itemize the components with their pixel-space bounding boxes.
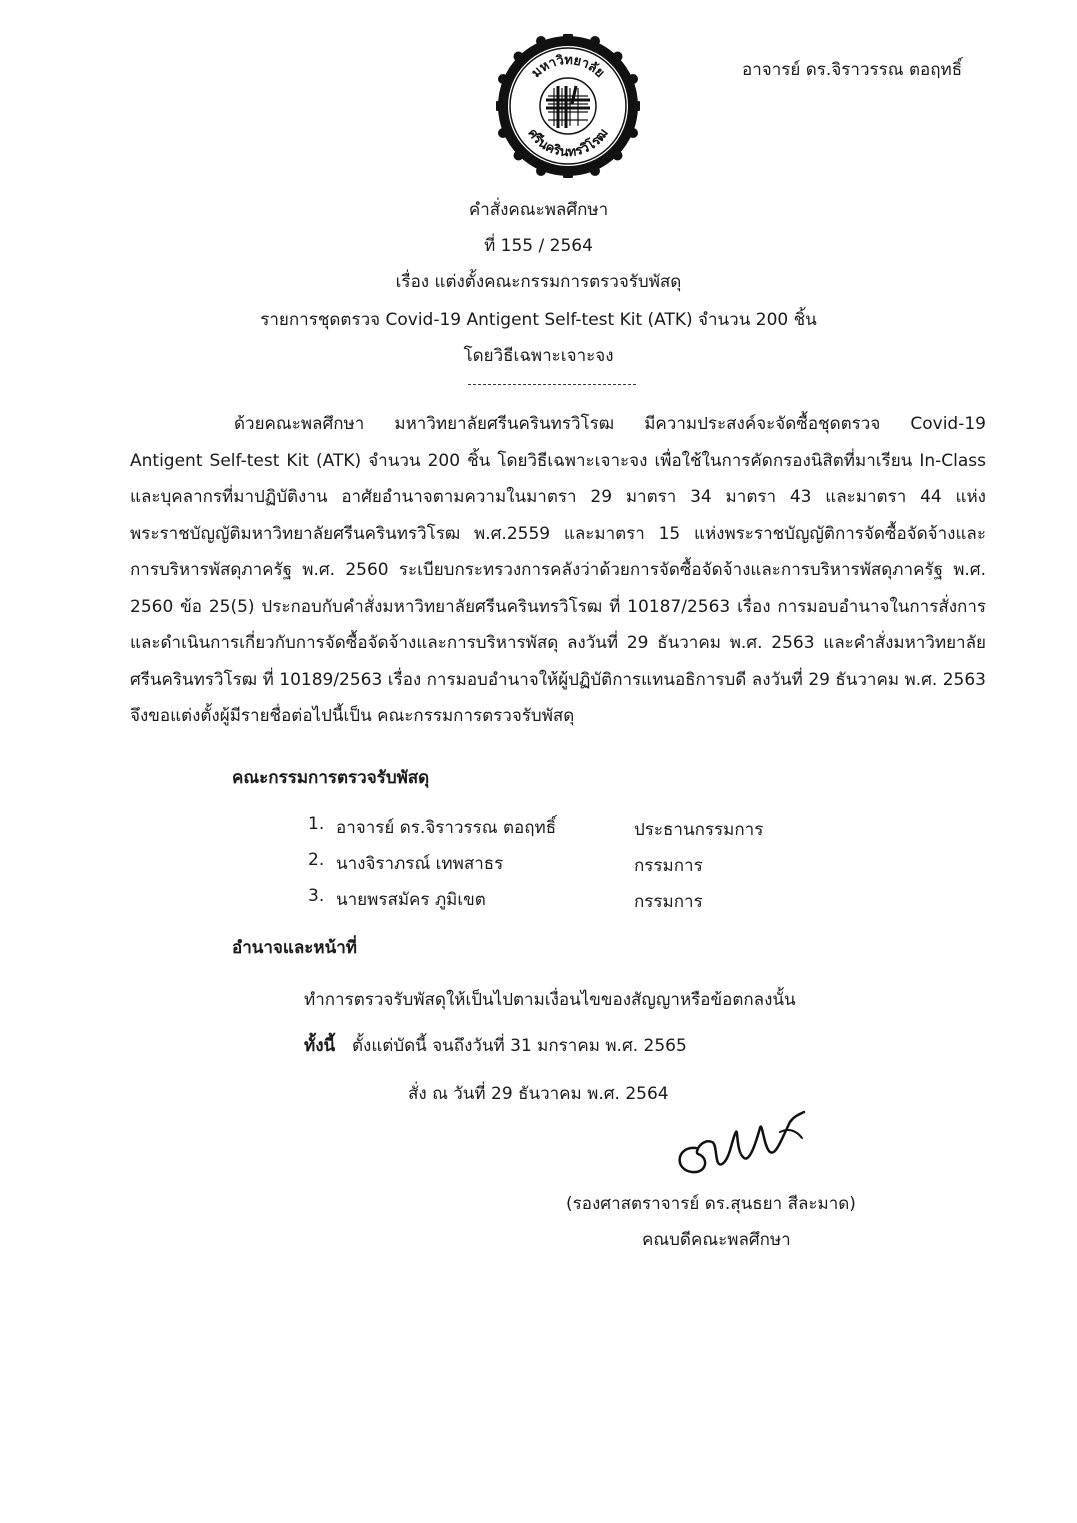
order-item: รายการชุดตรวจ Covid-19 Antigent Self-test Kit (ATK) จำนวน 200 ชิ้น	[260, 310, 817, 330]
body-line: 2560 ข้อ 25(5) ประกอบกับคำสั่งมหาวิทยาลัยศรีนครินทรวิโรฒ ที่ 10187/2563 เรื่อง การมอบอำนาจในการสั่งการ	[130, 596, 986, 617]
body-line: ด้วยคณะพลศึกษา มหาวิทยาลัยศรีนครินทรวิโรฒ มีความประสงค์จะจัดซื้อชุดตรวจ Covid-19	[234, 414, 986, 434]
body-line: พระราชบัญญัติมหาวิทยาลัยศรีนครินทรวิโรฒ พ.ศ.2559 และมาตรา 15 แห่งพระราชบัญญัติการจัดซื้อจัดจ้างและ	[130, 523, 986, 544]
corner-name: อาจารย์ ดร.จิราวรรณ ตอฤทธิ์	[742, 60, 963, 80]
member-name: นางจิราภรณ์ เทพสาธร	[336, 854, 504, 874]
body-paragraph	[130, 406, 986, 735]
seal-lower-text: ศรีนครินทรวิโรฒ	[524, 126, 612, 161]
body-line: จึงขอแต่งตั้งผู้มีรายชื่อต่อไปนี้เป็น คณะกรรมการตรวจรับพัสดุ	[130, 706, 575, 726]
body-line: Antigent Self-test Kit (ATK) จำนวน 200 ชิ้น โดยวิธีเฉพาะเจาะจง เพื่อใช้ในการคัดกรองนิสิตที่มาเรียน In-Class	[130, 450, 986, 471]
order-title: คำสั่งคณะพลศึกษา	[468, 200, 609, 220]
signing-date: สั่ง ณ วันที่ 29 ธันวาคม พ.ศ. 2564	[408, 1084, 669, 1104]
order-subject: เรื่อง แต่งตั้งคณะกรรมการตรวจรับพัสดุ	[395, 272, 682, 292]
order-number: ที่ 155 / 2564	[484, 236, 593, 256]
university-seal-logo	[496, 34, 640, 178]
signer-name: (รองศาสตราจารย์ ดร.สุนธยา สีละมาด)	[566, 1194, 856, 1214]
body-line: การบริหารพัสดุภาครัฐ พ.ศ. 2560 ระเบียบกระทรวงการคลังว่าด้วยการจัดซื้อจัดจ้างและการบริหารพัสดุภาครัฐ พ.ศ.	[130, 560, 986, 580]
member-number: 1.	[308, 814, 325, 834]
committee-heading: คณะกรรมการตรวจรับพัสดุ	[232, 768, 430, 788]
member-role: กรรมการ	[634, 856, 703, 876]
body-line: ศรีนครินทรวิโรฒ ที่ 10189/2563 เรื่อง การมอบอำนาจให้ผู้ปฏิบัติการแทนอธิการบดี ลงวันที่ 29 ธันวาคม พ.ศ. 2563	[130, 669, 986, 690]
duties-text: ทำการตรวจรับพัสดุให้เป็นไปตามเงื่อนไขของสัญญาหรือข้อตกลงนั้น	[304, 990, 796, 1010]
handwritten-signature	[672, 1108, 808, 1188]
body-line: และบุคลากรที่มาปฏิบัติงาน อาศัยอำนาจตามความในมาตรา 29 มาตรา 34 มาตรา 43 และมาตรา 44 แห่ง	[130, 487, 986, 507]
body-line: และดำเนินการเกี่ยวกับการจัดซื้อจัดจ้างและการบริหารพัสดุ ลงวันที่ 29 ธันวาคม พ.ศ. 2563 และคำสั่งมหาวิทยาลัย	[130, 633, 986, 653]
member-name: นายพรสมัคร ภูมิเขต	[336, 890, 486, 910]
effective-text: ตั้งแต่บัดนี้ จนถึงวันที่ 31 มกราคม พ.ศ. 2565	[352, 1036, 687, 1056]
member-role: ประธานกรรมการ	[634, 820, 764, 840]
duties-heading: อำนาจและหน้าที่	[232, 938, 357, 958]
member-role: กรรมการ	[634, 892, 703, 912]
member-name: อาจารย์ ดร.จิราวรรณ ตอฤทธิ์	[336, 818, 557, 838]
member-number: 2.	[308, 850, 325, 870]
divider-rule	[468, 384, 636, 385]
seal-upper-text: มหาวิทยาลัย	[528, 52, 608, 81]
signer-title: คณบดีคณะพลศึกษา	[642, 1230, 791, 1250]
effective-label: ทั้งนี้	[304, 1036, 336, 1056]
member-number: 3.	[308, 886, 325, 906]
order-method: โดยวิธีเฉพาะเจาะจง	[463, 346, 614, 366]
